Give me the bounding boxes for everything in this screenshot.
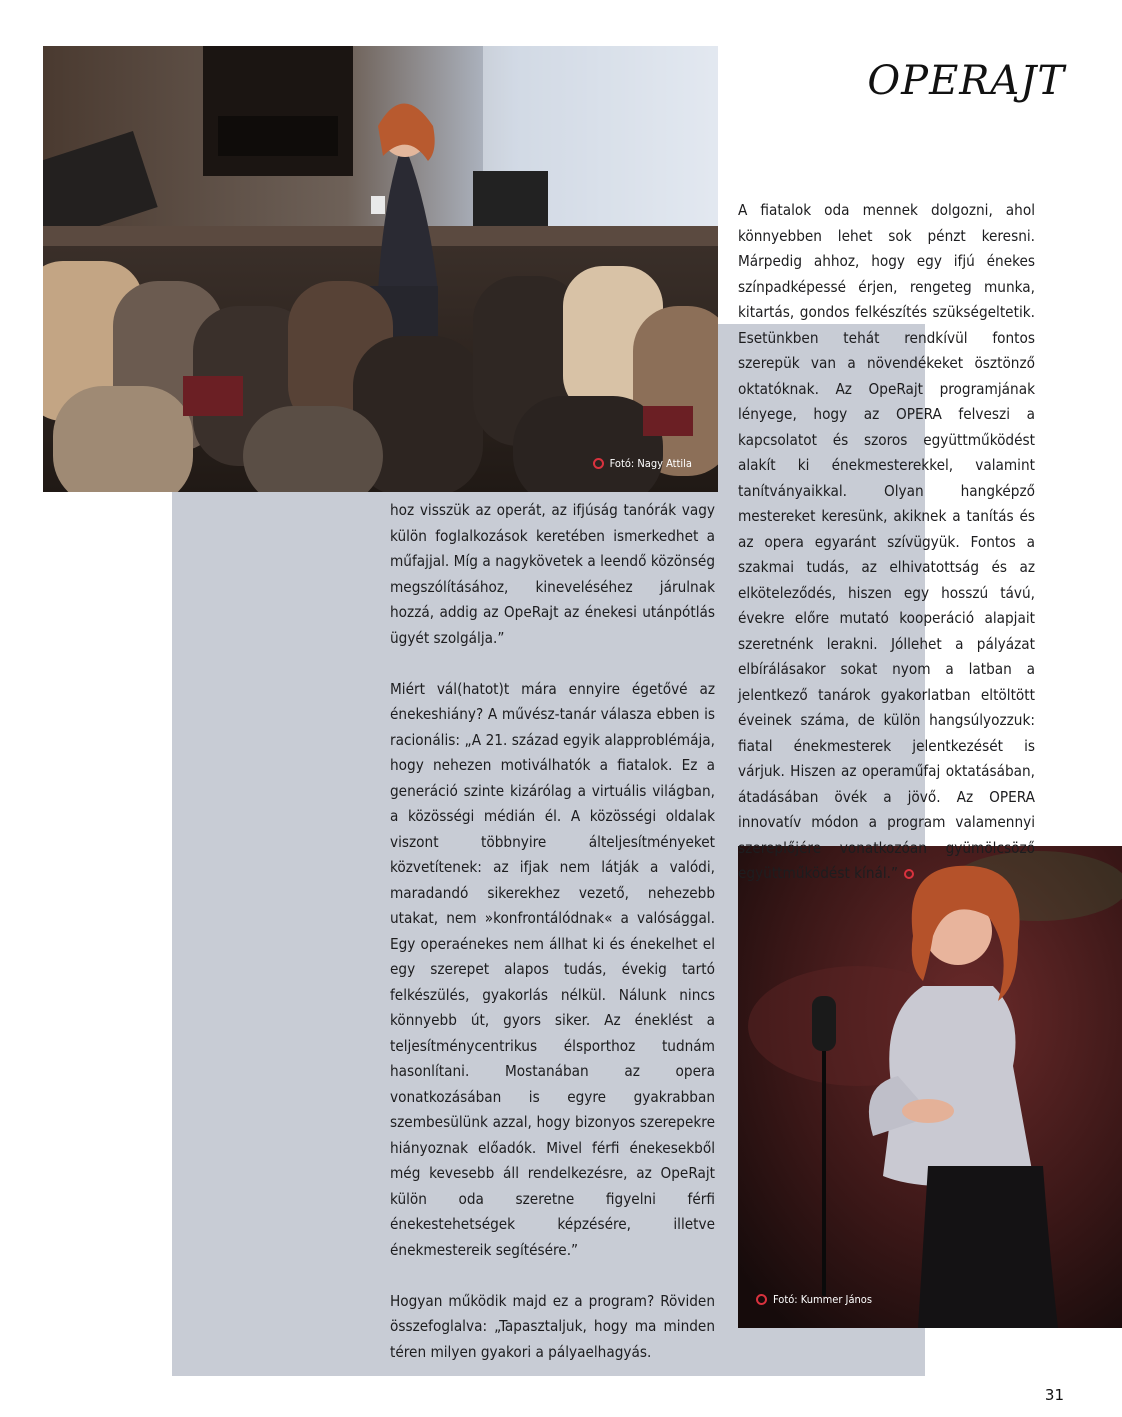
workshop-photo-illustration xyxy=(43,46,718,492)
workshop-photo xyxy=(43,46,718,492)
photo-credit-2-text: Fotó: Kummer János xyxy=(773,1293,873,1306)
section-title: OPERAJT xyxy=(867,58,1065,104)
photo-credit-2 xyxy=(756,1293,872,1306)
end-of-article-icon xyxy=(904,869,914,879)
singer-photo-illustration xyxy=(738,846,1122,1328)
singer-photo xyxy=(738,846,1122,1328)
article-left-column xyxy=(390,498,715,1365)
credit-dot-icon xyxy=(593,458,604,469)
article-right-column xyxy=(738,198,1035,887)
article-paragraph-right xyxy=(738,198,1035,887)
article-paragraph: hoz visszük az operát, az ifjúság tanórák vagy külön foglalkozások keretében ismerkedhet a műfajjal. Míg a nagykövetek a leendő közönség megszólításához, kineveléséhez járulnak hozzá, addig az OpeRajt az énekesi utánpótlás ügyét szolgálja.” xyxy=(390,501,715,647)
article-paragraph-text: A fiatalok oda mennek dolgozni, ahol könnyebben lehet sok pénzt keresni. Márpedig ahhoz, hogy egy ifjú énekes színpadképessé érjen, rengeteg munka, kitartás, gondos felkészítés szükségeltetik. Esetünkben tehát rendkívül fontos szerepük van a növendékeket ösztönző oktatóknak. Az OpeRajt programjának lényege, hogy az OPERA felveszi a kapcsolatot és szoros együttműködést alakít ki énekmesterekkel, valamint tanítványaikkal. Olyan hangképző mestereket keresünk, akiknek a tanítás és az opera egyaránt szívügyük. Fontos a szakmai tudás, az elhivatottság és az elköteleződés, hiszen egy hosszú távú, évekre előre mutató kooperáció alapjait szeretnénk lerakni. Jóllehet a pályázat elbírálásakor sokat nyom a latban a jelentkező tanárok gyakorlatban eltöltött éveinek száma, de külön hangsúlyozzuk: fiatal énekmesterek jelentkezését is várjuk. Hiszen az operaműfaj oktatásában, átadásában övék a jövő. Az OPERA innovatív módon a program valamennyi szereplőjére vonatkozóan gyümölcsöző együttműködést kínál.” xyxy=(738,201,1035,882)
page-number: 31 xyxy=(1044,1386,1064,1404)
credit-dot-icon xyxy=(756,1294,767,1305)
photo-credit-1-text: Fotó: Nagy Attila xyxy=(609,457,692,470)
photo-credit-1 xyxy=(593,457,692,470)
article-paragraph: Hogyan működik majd ez a program? Röviden összefoglalva: „Tapasztaljuk, hogy ma minden téren milyen gyakori a pályaelhagyás. xyxy=(390,1291,715,1361)
article-paragraph: Miért vál(hatot)t mára ennyire égetővé az énekeshiány? A művész-tanár válasza ebben is racionális: „A 21. század egyik alapproblémája, hogy nehezen motiválhatók a fiatalok. Ez a generáció szinte kizárólag a virtuális világban, a közösségi médián él. A közösségi oldalak viszont többnyire álteljesítményeket közvetítenek: az ifjak nem látják a valódi, maradandó sikerekhez vezető, nehezebb utakat, nem »konfrontálódnak« a valósággal. Egy operaénekes nem állhat ki és énekelhet el egy szerepet alapos tudás, évekig tartó felkészülés, gyakorlás nélkül. Nálunk nincs könnyebb út, gyors siker. Az éneklést a teljesítménycentrikus élsporthoz tudnám hasonlítani. Mostanában az opera vonatkozásában is egyre gyakrabban szembesülünk azzal, hogy bizonyos szerepekre hiányoznak előadók. Mivel férfi énekesekből még kevesebb áll rendelkezésre, az OpeRajt külön oda szeretne figyelni férfi énekestehetségek képzésére, illetve énekmestereik segítésére.” xyxy=(390,679,715,1259)
